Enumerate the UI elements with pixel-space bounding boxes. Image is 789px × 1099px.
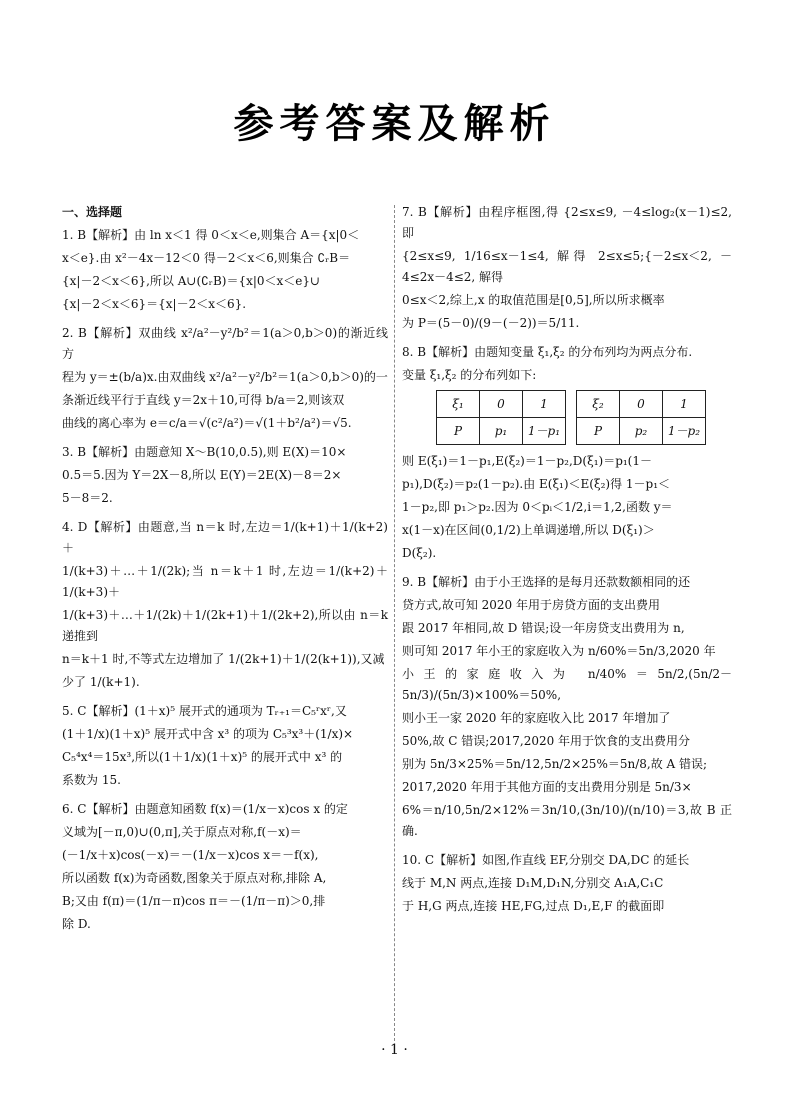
answer-line: D(ξ₂).	[402, 546, 437, 560]
answer-line: 6%＝n/10,5n/2×12%＝3n/10,(3n/10)/(n/10)＝3,故 B 正确.	[402, 803, 732, 838]
answer-line: 别为 5n/3×25%＝5n/12,5n/2×25%＝5n/8,故 A 错误;	[402, 757, 708, 771]
answer-line: 7. B【解析】由程序框图,得 {2≤x≤9, －4≤log₂(x－1)≤2, 即	[402, 205, 732, 240]
answer-item	[402, 342, 732, 564]
answer-item	[62, 442, 388, 509]
table-cell: P	[577, 418, 620, 445]
answer-line: B;又由 f(π)＝(1/π－π)cos π＝－(1/π－π)＞0,排	[62, 894, 326, 908]
distribution-table	[576, 390, 706, 445]
answer-line: 义域为[－π,0)∪(0,π],关于原点对称,f(－x)＝	[62, 825, 302, 839]
answer-item	[62, 323, 388, 434]
table-cell: ξ₁	[437, 391, 480, 418]
answer-line: 0≤x＜2,综上,x 的取值范围是[0,5],所以所求概率	[402, 293, 665, 307]
answer-line: (1＋1/x)(1＋x)⁵ 展开式中含 x³ 的项为 C₅³x³＋(1/x)×	[62, 727, 354, 741]
answer-item	[62, 799, 388, 935]
answer-line: 5－8＝2.	[62, 491, 113, 505]
answer-line: 跟 2017 年相同,故 D 错误;设一年房贷支出费用为 n,	[402, 621, 685, 635]
table-cell: P	[437, 418, 480, 445]
answer-line: 8. B【解析】由题知变量 ξ₁,ξ₂ 的分布列均为两点分布.	[402, 345, 693, 359]
table-cell: 1－p₂	[663, 418, 706, 445]
answer-item	[62, 225, 388, 315]
answer-line: 50%,故 C 错误;2017,2020 年用于饮食的支出费用分	[402, 734, 691, 748]
answer-line: 则小王一家 2020 年的家庭收入比 2017 年增加了	[402, 711, 671, 725]
answer-line: 0.5＝5.因为 Y＝2X－8,所以 E(Y)＝2E(X)－8＝2×	[62, 468, 342, 482]
answer-line: 9. B【解析】由于小王选择的是每月还款数额相同的还	[402, 575, 691, 589]
answer-item	[402, 202, 732, 334]
distribution-table	[436, 390, 566, 445]
answer-line: C₅⁴x⁴＝15x³,所以(1＋1/x)(1＋x)⁵ 的展开式中 x³ 的	[62, 750, 343, 764]
table-cell: ξ₂	[577, 391, 620, 418]
answer-line: {x|－2＜x＜6},所以 A∪(∁ᵣB)＝{x|0＜x＜e}∪	[62, 274, 321, 288]
table-cell: p₁	[480, 418, 523, 445]
column-divider	[394, 205, 395, 1041]
answer-line: 1－p₂,即 p₁＞p₂.因为 0＜pᵢ＜1/2,i＝1,2,函数 y＝	[402, 500, 673, 514]
answer-line: {x|－2＜x＜6}＝{x|－2＜x＜6}.	[62, 297, 247, 311]
answer-line: n＝k＋1 时,不等式左边增加了 1/(2k+1)＋1/(2(k+1)),又减	[62, 652, 385, 666]
table-cell: 0	[480, 391, 523, 418]
answer-line: 贷方式,故可知 2020 年用于房贷方面的支出费用	[402, 598, 660, 612]
answer-item	[402, 572, 732, 842]
answer-line: 线于 M,N 两点,连接 D₁M,D₁N,分别交 A₁A,C₁C	[402, 876, 664, 890]
answer-line: 为 P＝(5－0)/(9－(－2))＝5/11.	[402, 316, 580, 330]
answer-line: 6. C【解析】由题意知函数 f(x)＝(1/x－x)cos x 的定	[62, 802, 348, 816]
table-cell: 1	[663, 391, 706, 418]
answer-line: 系数为 15.	[62, 773, 121, 787]
page-number: · 1 ·	[381, 1042, 408, 1058]
answer-line: p₁),D(ξ₂)＝p₂(1－p₂).由 E(ξ₁)＜E(ξ₂)得 1－p₁＜	[402, 477, 671, 491]
answer-line: 小王的家庭收入为 n/40%＝5n/2,(5n/2－5n/3)/(5n/3)×100%＝50%,	[402, 667, 732, 702]
table-cell: 1－p₁	[523, 418, 566, 445]
answer-line: 程为 y＝±(b/a)x.由双曲线 x²/a²－y²/b²＝1(a＞0,b＞0)的一	[62, 370, 388, 384]
answer-line: 除 D.	[62, 917, 91, 931]
right-column	[402, 202, 732, 925]
answer-line: {2≤x≤9, 1/16≤x－1≤4, 解得 2≤x≤5;{－2≤x＜2, －4≤2x－4≤2, 解得	[402, 249, 732, 284]
distribution-tables	[436, 390, 732, 445]
answer-line: 2. B【解析】双曲线 x²/a²－y²/b²＝1(a＞0,b＞0)的渐近线方	[62, 326, 388, 361]
answer-item	[62, 701, 388, 791]
answer-line: 所以函数 f(x)为奇函数,图象关于原点对称,排除 A,	[62, 871, 327, 885]
answer-line: 变量 ξ₁,ξ₂ 的分布列如下:	[402, 368, 537, 382]
table-cell: p₂	[620, 418, 663, 445]
answer-line: 则可知 2017 年小王的家庭收入为 n/60%＝5n/3,2020 年	[402, 644, 716, 658]
answer-line: 2017,2020 年用于其他方面的支出费用分别是 5n/3×	[402, 780, 692, 794]
answer-line: 1/(k+3)＋…＋1/(2k);当 n＝k＋1 时,左边＝1/(k+2)＋1/(k+3)＋	[62, 564, 388, 599]
table-cell: 1	[523, 391, 566, 418]
answer-line: 于 H,G 两点,连接 HE,FG,过点 D₁,E,F 的截面即	[402, 899, 665, 913]
answer-line: 条渐近线平行于直线 y＝2x＋10,可得 b/a＝2,则该双	[62, 393, 345, 407]
section-heading: 一、选择题	[62, 205, 123, 219]
table-cell: 0	[620, 391, 663, 418]
answer-item	[402, 850, 732, 917]
answer-line: 1/(k+3)＋…＋1/(2k)＋1/(2k+1)＋1/(2k+2),所以由 n＝k 递推到	[62, 608, 388, 643]
answer-line: 1. B【解析】由 ln x＜1 得 0＜x＜e,则集合 A＝{x|0＜	[62, 228, 360, 242]
answer-line: x＜e}.由 x²－4x－12＜0 得－2＜x＜6,则集合 ∁ᵣB＝	[62, 251, 351, 265]
answer-line: 10. C【解析】如图,作直线 EF,分别交 DA,DC 的延长	[402, 853, 690, 867]
answer-line: 4. D【解析】由题意,当 n＝k 时,左边＝1/(k+1)＋1/(k+2)＋	[62, 520, 388, 555]
answer-line: 5. C【解析】(1＋x)⁵ 展开式的通项为 Tᵣ₊₁＝C₅ʳxʳ,又	[62, 704, 347, 718]
page-title: 参考答案及解析	[233, 101, 556, 147]
answer-line: 少了 1/(k+1).	[62, 675, 140, 689]
answer-item	[62, 517, 388, 693]
answer-line: 则 E(ξ₁)＝1－p₁,E(ξ₂)＝1－p₂,D(ξ₁)＝p₁(1－	[402, 454, 652, 468]
answer-line: 3. B【解析】由题意知 X～B(10,0.5),则 E(X)＝10×	[62, 445, 347, 459]
answer-line: 曲线的离心率为 e＝c/a＝√(c²/a²)＝√(1＋b²/a²)＝√5.	[62, 416, 352, 430]
answer-line: (－1/x＋x)cos(－x)＝－(1/x－x)cos x＝－f(x),	[62, 848, 319, 862]
left-column	[62, 202, 388, 943]
answer-line: x(1－x)在区间(0,1/2)上单调递增,所以 D(ξ₁)＞	[402, 523, 655, 537]
